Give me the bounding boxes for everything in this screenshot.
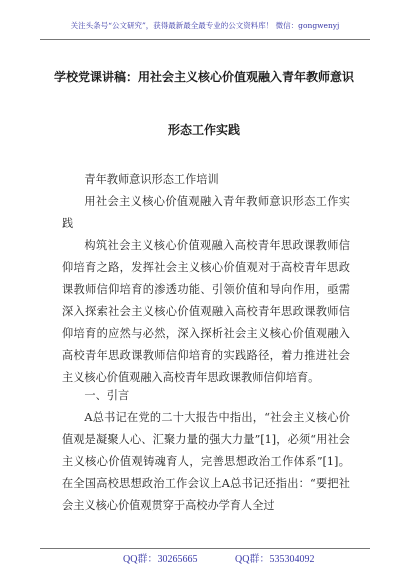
- paragraph-body: 构筑社会主义核心价值观融入高校青年思政课教师信仰培育之路，发挥社会主义核心价值观对于高校青年思政课教师信仰培育的渗透功能、引领价值和导向作用，亟需深入探索社会主义核心价值观融入高校青年思政课教师信仰培育的应然与必然，深入探析社会主义核心价值观融入高校青年思政课教师信仰培育的实践路径，着力推进社会主义核心价值观融入高校青年思政课教师信仰培育。: [62, 239, 350, 384]
- paragraph-introduction: A总书记在党的二十大报告中指出，“社会主义核心价值观是凝聚人心、汇聚力量的强大力量”[1]，必须“用社会主义核心价值观铸魂育人，完善思想政治工作体系”[1]。在全国高校思想政治工作会议上A总书记还指出：“要把社会主义核心价值观贯穿于高校办学育人全过: [62, 411, 350, 512]
- page-footer: [40, 548, 370, 571]
- document-title-line-2: 形态工作实践: [167, 123, 240, 137]
- footer-qq-group-1: QQ群：30265665: [123, 554, 198, 565]
- document-title-line-1: 学校党课讲稿：用社会主义核心价值观融入青年教师意识: [53, 70, 354, 84]
- footer-qq-group-2: QQ群：535304092: [235, 554, 315, 565]
- paragraph-subtitle: 用社会主义核心价值观融入青年教师意识形态工作实践: [62, 195, 350, 230]
- section-heading-introduction: 一、引言: [84, 389, 130, 402]
- page-header: 关注头条号“公文研究”，获得最新最全最专业的公文资料库！ 微信：gongwenyj: [40, 15, 370, 40]
- paragraph-training-heading: 青年教师意识形态工作培训: [84, 173, 219, 186]
